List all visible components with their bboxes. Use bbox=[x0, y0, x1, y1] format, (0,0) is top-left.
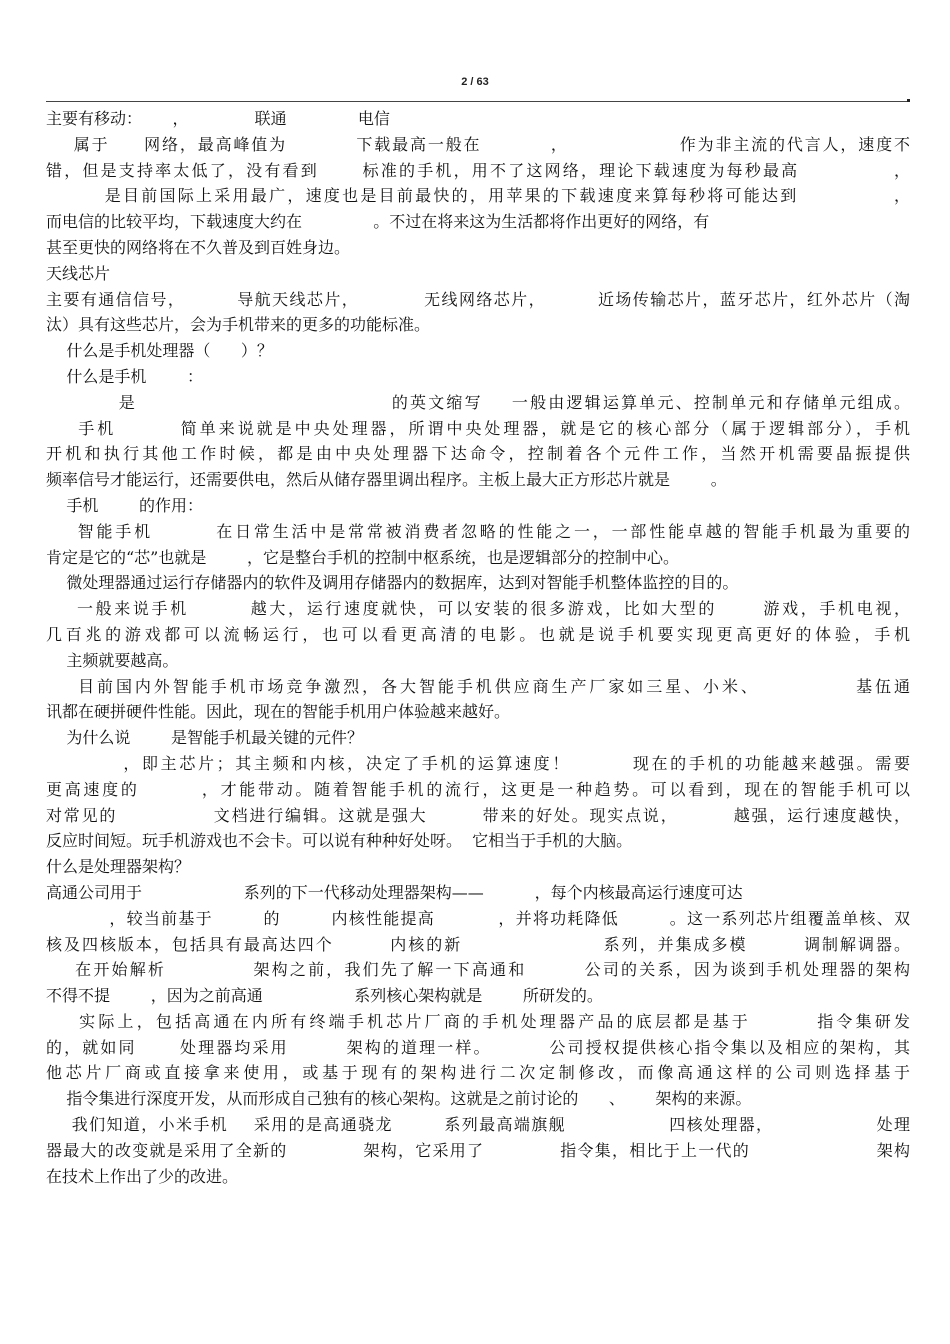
text-line: 天线芯片 bbox=[46, 263, 111, 283]
text-line: 汰）具有这些芯片，会为手机带来的更多的功能标准。 bbox=[46, 315, 431, 335]
page-number: 2 / 63 bbox=[461, 76, 489, 88]
text-line: 肯定是它的“芯”也就是 ，它是整台手机的控制中枢系统，也是逻辑部分的控制中心。 bbox=[46, 547, 680, 567]
text-line: 实际上，包括高通在内所有终端手机芯片厂商的手机处理器产品的底层都是基于 指令集研发 bbox=[46, 1011, 910, 1031]
text-line: 甚至更快的网络将在不久普及到百姓身边。 bbox=[46, 237, 351, 257]
text-line: 高通公司用于 系列的下一代移动处理器架构—— ，每个内核最高运行速度可达 bbox=[46, 882, 743, 902]
text-line: 目前国内外智能手机市场竞争激烈，各大智能手机供应商生产厂家如三星、小米、 基伍通 bbox=[46, 676, 910, 696]
text-line: 为什么说 是智能手机最关键的元件？ bbox=[46, 728, 364, 748]
text-line: 手机 的作用： bbox=[46, 495, 204, 515]
text-line: 是目前国际上采用最广，速度也是目前最快的，用苹果的下载速度来算每秒将可能达到 ， bbox=[46, 186, 910, 206]
text-line: ，较当前基于 的 内核性能提高 ，并将功耗降低 。这一系列芯片组覆盖单核、双 bbox=[46, 908, 910, 928]
text-line: 频率信号才能运行，还需要供电，然后从储存器里调出程序。主板上最大正方形芯片就是 。 bbox=[46, 470, 727, 490]
header-rule-end bbox=[907, 99, 910, 102]
text-line: 讯都在硬拼硬件性能。因此，现在的智能手机用户体验越来越好。 bbox=[46, 702, 511, 722]
text-line: 在技术上作出了少的改进。 bbox=[46, 1166, 239, 1186]
text-line: 而电信的比较平均，下载速度大约在 。不过在将来这为生活都将作出更好的网络，有 bbox=[46, 212, 710, 232]
text-line: ，即主芯片；其主频和内核，决定了手机的运算速度！ 现在的手机的功能越来越强。需要 bbox=[46, 753, 910, 773]
text-line: 主要有通信信号， 导航天线芯片， 无线网络芯片， 近场传输芯片，蓝牙芯片，红外芯片（淘 bbox=[46, 289, 910, 309]
text-line: 错，但是支持率太低了，没有看到 标准的手机，用不了这网络，理论下载速度为每秒最高 ， bbox=[46, 160, 910, 180]
text-line: 手机 简单来说就是中央处理器，所谓中央处理器，就是它的核心部分（属于逻辑部分），手机 bbox=[46, 418, 910, 438]
text-line: 主频就要越高。 bbox=[46, 650, 179, 670]
text-line: 什么是手机处理器（ ）？ bbox=[46, 341, 273, 361]
document-body bbox=[46, 106, 910, 1189]
text-line: 器最大的改变就是采用了全新的 架构，它采用了 指令集，相比于上一代的 架构 bbox=[46, 1140, 910, 1160]
text-line: 对常见的 文档进行编辑。这就是强大 带来的好处。现实点说， 越强，运行速度越快， bbox=[46, 805, 910, 825]
text-line: 是 的英文缩写 一般由逻辑运算单元、控制单元和存储单元组成。 bbox=[46, 392, 910, 412]
text-line: 属于 网络，最高峰值为 下载最高一般在 ， 作为非主流的代言人，速度不 bbox=[46, 134, 910, 154]
text-line: 主要有移动： ， 联通 电信 bbox=[46, 109, 390, 128]
text-line: 更高速度的 ，才能带动。随着智能手机的流行，这更是一种趋势。可以看到，现在的智能手机可以 bbox=[46, 779, 910, 799]
text-line: 微处理器通过运行存储器内的软件及调用存储器内的数据库，达到对智能手机整体监控的目的。 bbox=[46, 573, 739, 593]
text-line: 他芯片厂商或直接拿来使用，或基于现有的架构进行二次定制修改，而像高通这样的公司则选择基于 bbox=[46, 1063, 910, 1083]
text-line: 我们知道，小米手机 采用的是高通骁龙 系列最高端旗舰 四核处理器， 处理 bbox=[46, 1115, 910, 1135]
text-line: 核及四核版本，包括具有最高达四个 内核的新 系列，并集成多模 调制解调器。 bbox=[46, 934, 910, 954]
text-line: 在开始解析 架构之前，我们先了解一下高通和 公司的关系，因为谈到手机处理器的架构 bbox=[46, 960, 910, 980]
text-line: 一般来说手机 越大，运行速度就快，可以安装的很多游戏，比如大型的 游戏，手机电视， bbox=[46, 599, 910, 619]
text-line: 反应时间短。玩手机游戏也不会卡。可以说有种种好处呀。 它相当于手机的大脑。 bbox=[46, 831, 633, 851]
text-line: 什么是处理器架构？ bbox=[46, 857, 191, 877]
text-line: 智能手机 在日常生活中是常常被消费者忽略的性能之一，一部性能卓越的智能手机最为重要的 bbox=[46, 521, 910, 541]
text-line: 的，就如同 处理器均采用 架构的道理一样。 公司授权提供核心指令集以及相应的架构，其 bbox=[46, 1037, 910, 1057]
text-line: 开机和执行其他工作时候，都是由中央处理器下达命令，控制着各个元件工作，当然开机需要晶振提供 bbox=[46, 444, 910, 464]
text-line: 指令集进行深度开发，从而形成自己独有的核心架构。这就是之前讨论的 、 架构的来源。 bbox=[46, 1089, 752, 1109]
text-line: 什么是手机 ： bbox=[46, 366, 204, 386]
text-line: 几百兆的游戏都可以流畅运行，也可以看更高清的电影。也就是说手机要实现更高更好的体验，手机 bbox=[46, 624, 910, 644]
text-line: 不得不提 ，因为之前高通 系列核心架构就是 所研发的。 bbox=[46, 986, 603, 1006]
header-rule bbox=[46, 101, 910, 102]
